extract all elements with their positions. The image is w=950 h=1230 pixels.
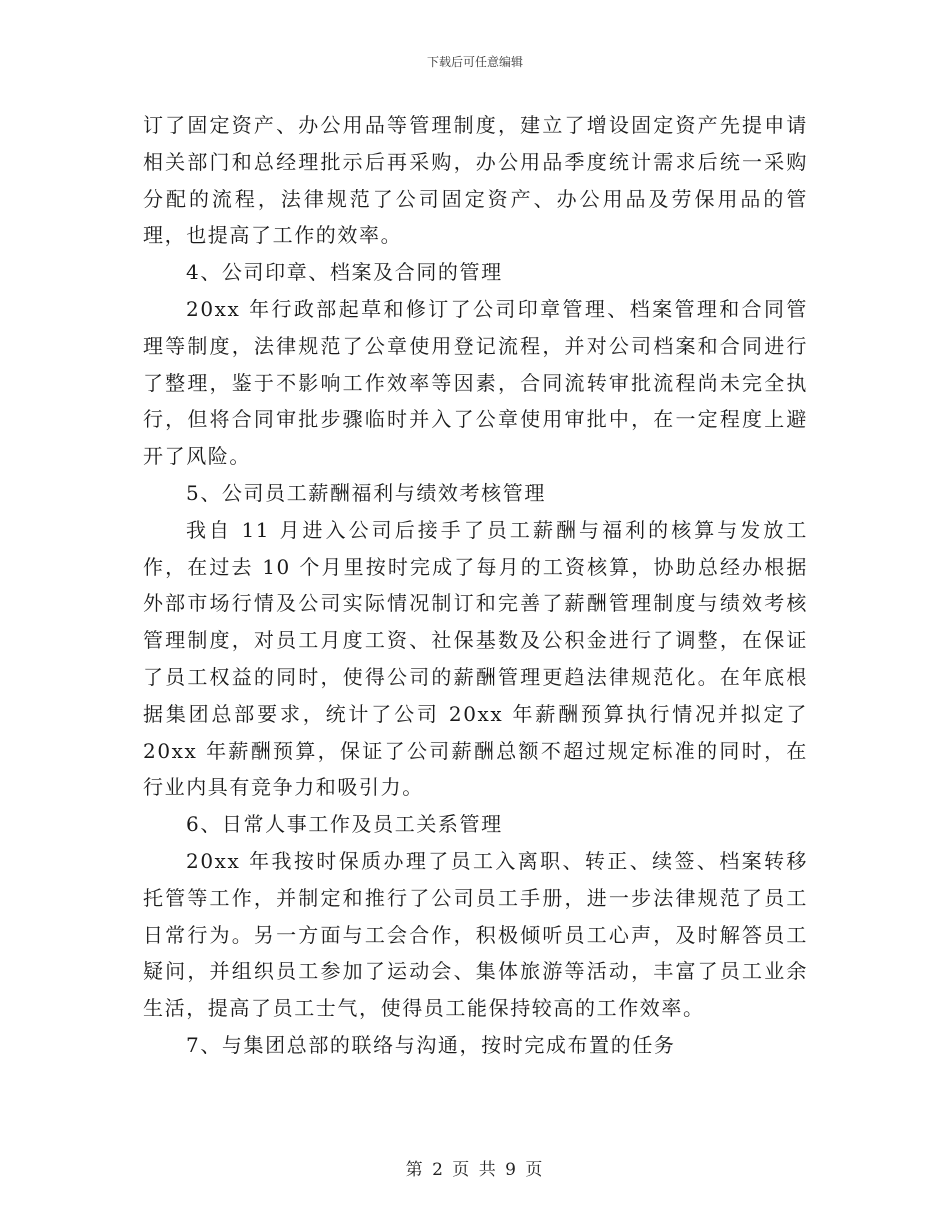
document-body bbox=[143, 107, 808, 1064]
paragraph-asset-management-continued: 订了固定资产、办公用品等管理制度，建立了增设固定资产先提申请相关部门和总经理批示后再采购，办公用品季度统计需求后统一采购分配的流程，法律规范了公司固定资产、办公用品及劳保用品的管理，也提高了工作的效率。 bbox=[143, 113, 808, 248]
paragraph-employee-relations: 20xx 年我按时保质办理了员工入离职、转正、续签、档案转移托管等工作，并制定和推行了公司员工手册，进一步法律规范了员工日常行为。另一方面与工会合作，积极倾听员工心声，及时解答员工疑问，并组织员工参加了运动会、集体旅游等活动，丰富了员工业余生活，提高了员工士气，使得员工能保持较高的工作效率。 bbox=[143, 848, 808, 1021]
section-heading-4: 4、公司印章、档案及合同的管理 bbox=[186, 260, 503, 285]
section-heading-5: 5、公司员工薪酬福利与绩效考核管理 bbox=[186, 480, 546, 505]
section-heading-6: 6、日常人事工作及员工关系管理 bbox=[186, 812, 503, 837]
page-header-note: 下载后可任意编辑 bbox=[426, 55, 523, 69]
paragraph-salary-performance: 我自 11 月进入公司后接手了员工薪酬与福利的核算与发放工作，在过去 10 个月里按时完成了每月的工资核算，协助总经办根据外部市场行情及公司实际情况制订和完善了薪酬管理制度与绩效考核管理制度，对员工月度工资、社保基数及公积金进行了调整，在保证了员工权益的同时，使得公司的薪酬管理更趋法律规范化。在年底根据集团总部要求，统计了公司 20xx 年薪酬预算执行情况并拟定了 20xx 年薪酬预算，保证了公司薪酬总额不超过规定标准的同时，在行业内具有竞争力和吸引力。 bbox=[143, 517, 808, 800]
page-number-footer: 第 2 页 共 9 页 bbox=[405, 1160, 545, 1180]
paragraph-seal-archive-contract: 20xx 年行政部起草和修订了公司印章管理、档案管理和合同管理等制度，法律规范了公章使用登记流程，并对公司档案和合同进行了整理，鉴于不影响工作效率等因素，合同流转审批流程尚未完全执行，但将合同审批步骤临时并入了公章使用审批中，在一定程度上避开了风险。 bbox=[143, 296, 808, 469]
section-heading-7: 7、与集团总部的联络与沟通，按时完成布置的任务 bbox=[186, 1032, 676, 1057]
